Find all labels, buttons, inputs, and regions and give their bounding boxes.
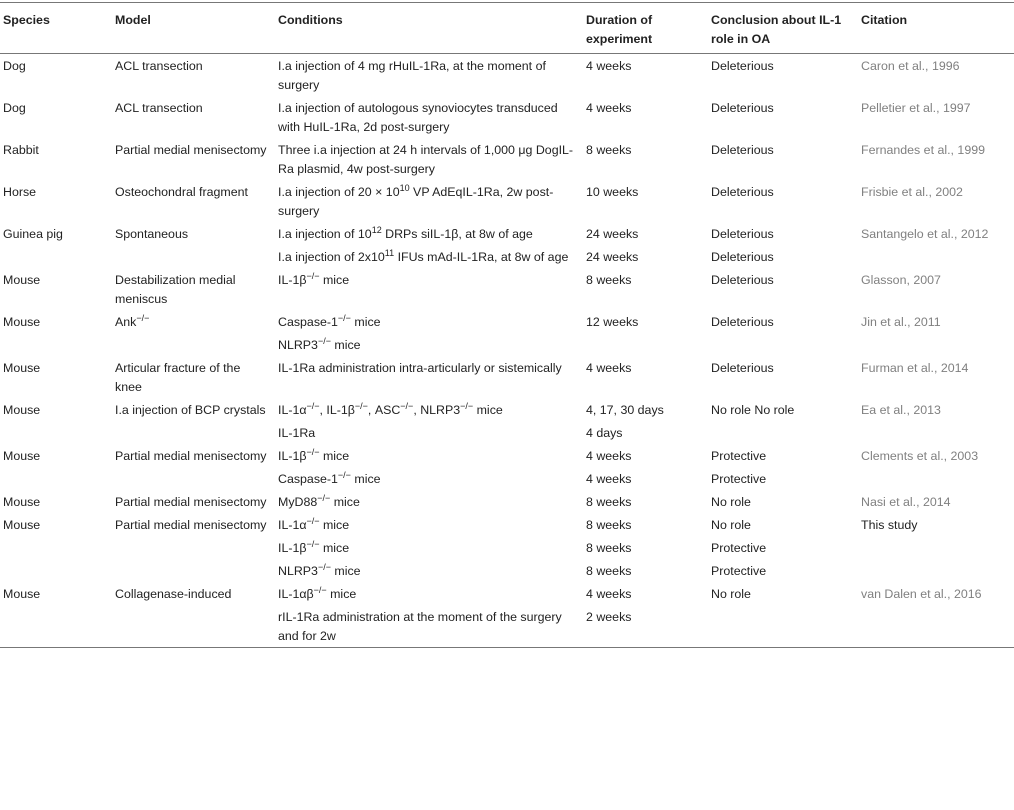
cell-model: Destabilization medial meniscus [115, 273, 236, 306]
cell-conclusion [708, 421, 858, 444]
superscript: −/− [317, 492, 331, 503]
cell-conclusion [708, 333, 858, 356]
cell-species: Mouse [3, 361, 41, 375]
cell-species: Dog [3, 59, 26, 73]
cell-duration: 4 weeks [586, 587, 632, 601]
cell-duration: 4 days [586, 426, 623, 440]
superscript: 12 [371, 224, 382, 235]
cell-model [112, 333, 275, 356]
cell-citation: Santangelo et al., 2012 [861, 227, 989, 241]
superscript: −/− [400, 400, 414, 411]
cell-conclusion: Protective [711, 564, 767, 578]
cell-model: Collagenase-induced [115, 587, 232, 601]
cell-conclusion: Deleterious [711, 315, 774, 329]
table-row [0, 96, 1014, 138]
cell-citation: Furman et al., 2014 [861, 361, 969, 375]
table-row [0, 268, 1014, 310]
cell-duration: 4 weeks [586, 101, 632, 115]
superscript: −/− [306, 446, 320, 457]
superscript: −/− [313, 584, 327, 595]
table-row [0, 138, 1014, 180]
table-row [0, 513, 1014, 536]
cell-model [112, 310, 275, 333]
conditions-text: IL-1β [278, 541, 307, 555]
cell-species [0, 333, 112, 356]
cell-model [112, 536, 275, 559]
cell-duration: 8 weeks [586, 564, 632, 578]
conditions-text: mice [326, 587, 357, 601]
cell-model: ACL transection [115, 101, 203, 115]
cell-duration: 8 weeks [586, 273, 632, 287]
cell-model: Partial medial menisectomy [115, 495, 267, 509]
table-row [0, 444, 1014, 467]
cell-species [0, 605, 112, 648]
cell-conclusion: No role [711, 495, 751, 509]
header-model: Model [112, 3, 275, 54]
conditions-text: mice [473, 403, 503, 417]
cell-conclusion: No role No role [711, 403, 795, 417]
cell-conditions: rIL-1Ra administration at the moment of the surgery and for 2w [278, 610, 562, 643]
cell-conditions [275, 398, 583, 421]
cell-model: Osteochondral fragment [115, 185, 248, 199]
cell-citation: Clements et al., 2003 [861, 449, 979, 463]
cell-model: I.a injection of BCP crystals [115, 403, 266, 417]
superscript: −/− [337, 312, 351, 323]
cell-species [0, 536, 112, 559]
conditions-text: IFUs mAd-IL-1Ra, at 8w of age [394, 250, 569, 264]
cell-citation [858, 605, 1014, 648]
cell-conditions [275, 559, 583, 582]
conditions-text: mice [350, 472, 381, 486]
conditions-text: mice [319, 273, 350, 287]
cell-citation [858, 245, 1014, 268]
superscript: −/− [317, 335, 331, 346]
cell-duration: 24 weeks [586, 250, 639, 264]
cell-conclusion: No role [711, 587, 751, 601]
cell-conclusion: Protective [711, 472, 767, 486]
conditions-text: IL-1β [278, 273, 307, 287]
conditions-text: NLRP3 [278, 338, 318, 352]
cell-conditions [275, 582, 583, 605]
table-row [0, 333, 1014, 356]
cell-duration: 4 weeks [586, 59, 632, 73]
cell-citation: van Dalen et al., 2016 [861, 587, 982, 601]
cell-conditions [275, 444, 583, 467]
conditions-text: NLRP3 [278, 564, 318, 578]
cell-conditions [275, 180, 583, 222]
cell-citation: Nasi et al., 2014 [861, 495, 951, 509]
cell-species: Mouse [3, 587, 41, 601]
cell-citation [858, 333, 1014, 356]
conditions-text: IL-1β [326, 403, 355, 417]
cell-citation: Frisbie et al., 2002 [861, 185, 963, 199]
cell-conclusion: Deleterious [711, 361, 774, 375]
conditions-text: I.a injection of 20 × 10 [278, 185, 400, 199]
cell-citation [858, 467, 1014, 490]
il1-oa-studies-table [0, 2, 1014, 648]
table-row [0, 245, 1014, 268]
cell-model [112, 245, 275, 268]
table-row [0, 54, 1014, 97]
cell-conclusion: Deleterious [711, 185, 774, 199]
cell-citation [858, 421, 1014, 444]
cell-conditions: I.a injection of 4 mg rHuIL-1Ra, at the moment of surgery [278, 59, 546, 92]
superscript: −/− [306, 515, 320, 526]
cell-duration: 4 weeks [586, 472, 632, 486]
table-row [0, 536, 1014, 559]
superscript: −/− [136, 312, 150, 323]
cell-duration: 8 weeks [586, 143, 632, 157]
table-row [0, 180, 1014, 222]
conditions-text: IL-1α [278, 403, 307, 417]
cell-conditions [275, 222, 583, 245]
conditions-text: mice [350, 315, 381, 329]
cell-species: Horse [3, 185, 37, 199]
table-row [0, 490, 1014, 513]
table-row [0, 398, 1014, 421]
superscript: −/− [460, 400, 474, 411]
cell-conditions [275, 536, 583, 559]
header-citation: Citation [858, 3, 1014, 54]
cell-species: Mouse [3, 315, 41, 329]
cell-model: Partial medial menisectomy [115, 518, 267, 532]
cell-conclusion: Deleterious [711, 227, 774, 241]
cell-conclusion: Deleterious [711, 101, 774, 115]
header-duration: Duration of experiment [583, 3, 708, 54]
cell-species: Mouse [3, 495, 41, 509]
cell-duration: 8 weeks [586, 495, 632, 509]
conditions-text: Caspase-1 [278, 315, 338, 329]
cell-species [0, 467, 112, 490]
cell-citation: Jin et al., 2011 [861, 315, 941, 329]
conditions-text: VP AdEqIL-1Ra, 2w post-surgery [278, 185, 554, 218]
superscript: −/− [306, 538, 320, 549]
table-row [0, 421, 1014, 444]
conditions-text: mice [319, 449, 350, 463]
table-row [0, 559, 1014, 582]
cell-citation: Caron et al., 1996 [861, 59, 960, 73]
table-row [0, 605, 1014, 648]
cell-conditions [275, 245, 583, 268]
table-row [0, 582, 1014, 605]
header-species: Species [0, 3, 112, 54]
cell-species [0, 421, 112, 444]
superscript: −/− [317, 561, 331, 572]
cell-conclusion: Protective [711, 541, 767, 555]
cell-citation [858, 559, 1014, 582]
cell-conditions [275, 490, 583, 513]
superscript: 10 [399, 182, 410, 193]
cell-model: Partial medial menisectomy [115, 449, 267, 463]
cell-model [112, 559, 275, 582]
model-text: Ank [115, 315, 137, 329]
table-row [0, 222, 1014, 245]
cell-conclusion: Deleterious [711, 273, 774, 287]
cell-conclusion: No role [711, 518, 751, 532]
cell-model [112, 421, 275, 444]
cell-species: Mouse [3, 403, 41, 417]
cell-conditions [275, 310, 583, 333]
table-row [0, 356, 1014, 398]
cell-duration: 4 weeks [586, 361, 632, 375]
cell-conclusion: Deleterious [711, 143, 774, 157]
conditions-text: mice [319, 518, 350, 532]
conditions-text: IL-1α [278, 518, 307, 532]
conditions-text: mice [330, 495, 360, 509]
cell-species: Dog [3, 101, 26, 115]
table-row [0, 467, 1014, 490]
cell-conclusion: Deleterious [711, 59, 774, 73]
cell-model: Spontaneous [115, 227, 189, 241]
cell-citation: This study [861, 518, 918, 532]
conditions-text: mice [330, 338, 361, 352]
conditions-text: MyD88 [278, 495, 318, 509]
cell-duration: 4, 17, 30 days [586, 403, 664, 417]
cell-conditions [275, 513, 583, 536]
cell-model: Partial medial menisectomy [115, 143, 267, 157]
table-body [0, 54, 1014, 648]
cell-duration: 10 weeks [586, 185, 639, 199]
conditions-text: mice [330, 564, 361, 578]
conditions-text: I.a injection of 2x10 [278, 250, 385, 264]
cell-duration: 12 weeks [586, 315, 639, 329]
cell-duration: 2 weeks [586, 610, 632, 624]
cell-citation: Ea et al., 2013 [861, 403, 941, 417]
cell-species: Mouse [3, 273, 41, 287]
cell-conditions [275, 467, 583, 490]
superscript: −/− [337, 469, 351, 480]
cell-conditions: IL-1Ra [278, 426, 316, 440]
conditions-text: Caspase-1 [278, 472, 338, 486]
cell-conditions: IL-1Ra administration intra-articularly or sistemically [278, 361, 562, 375]
cell-citation: Glasson, 2007 [861, 273, 941, 287]
header-conclusion: Conclusion about IL-1 role in OA [708, 3, 858, 54]
cell-species [0, 559, 112, 582]
cell-species: Guinea pig [3, 227, 63, 241]
conditions-text: NLRP3 [420, 403, 461, 417]
superscript: −/− [306, 270, 320, 281]
conditions-text: mice [319, 541, 350, 555]
table-header [0, 3, 1014, 54]
conditions-text: I.a injection of 10 [278, 227, 372, 241]
cell-citation: Pelletier et al., 1997 [861, 101, 971, 115]
cell-duration: 8 weeks [586, 541, 632, 555]
cell-species [0, 245, 112, 268]
cell-duration: 24 weeks [586, 227, 639, 241]
conditions-text: IL-1αβ [278, 587, 314, 601]
conditions-text: , [367, 403, 375, 417]
cell-conditions [275, 333, 583, 356]
cell-conclusion: Protective [711, 449, 767, 463]
cell-conclusion: Deleterious [711, 250, 774, 264]
cell-citation [858, 536, 1014, 559]
cell-model: ACL transection [115, 59, 203, 73]
cell-duration: 4 weeks [586, 449, 632, 463]
cell-species: Mouse [3, 449, 41, 463]
superscript: −/− [354, 400, 368, 411]
table-row [0, 310, 1014, 333]
conditions-text: DRPs siIL-1β, at 8w of age [381, 227, 533, 241]
cell-duration [583, 333, 708, 356]
conditions-text: , [413, 403, 421, 417]
conditions-text: , [319, 403, 327, 417]
cell-species: Rabbit [3, 143, 39, 157]
cell-model: Articular fracture of the knee [115, 361, 241, 394]
conditions-text: IL-1β [278, 449, 307, 463]
cell-duration: 8 weeks [586, 518, 632, 532]
superscript: 11 [384, 247, 395, 258]
cell-citation: Fernandes et al., 1999 [861, 143, 985, 157]
cell-conditions: Three i.a injection at 24 h intervals of 1,000 μg DogIL-Ra plasmid, 4w post-surgery [278, 143, 574, 176]
cell-conditions [275, 268, 583, 310]
header-conditions: Conditions [275, 3, 583, 54]
conditions-text: ASC [374, 403, 401, 417]
cell-species: Mouse [3, 518, 41, 532]
superscript: −/− [306, 400, 320, 411]
cell-conditions: I.a injection of autologous synoviocytes transduced with HuIL-1Ra, 2d post-surgery [278, 101, 558, 134]
cell-conclusion [708, 605, 858, 648]
cell-model [112, 605, 275, 648]
cell-model [112, 467, 275, 490]
